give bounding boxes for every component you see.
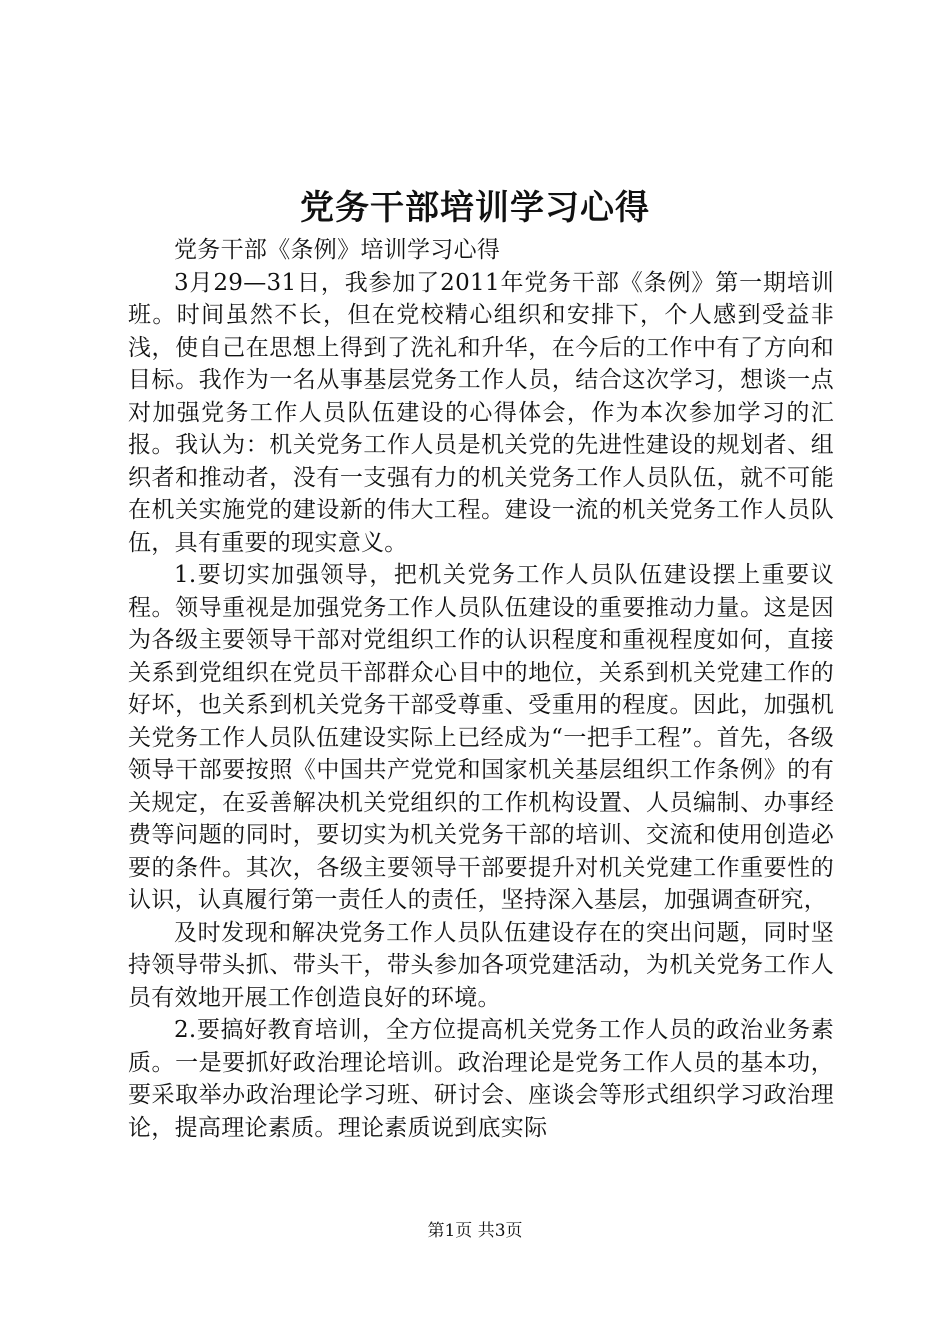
document-title: 党务干部培训学习心得 [300,188,650,228]
page-number-footer: 第1页 共3页 [427,1221,523,1241]
intro-paragraph: 3月29—31日，我参加了2011年党务干部《条例》第一期培训班。时间虽然不长，但在党校精心组织和安排下，个人感到受益非浅，使自己在思想上得到了洗礼和升华，在今后的工作中有了方向和目标。我作为一名从事基层党务工作人员，结合这次学习，想谈一点对加强党务工作人员队伍建设的心得体会，作为本次参加学习的汇报。我认为：机关党务工作人员是机关党的先进性建设的规划者、组织者和推动者，没有一支强有力的机关党务工作人员队伍，就不可能在机关实施党的建设新的伟大工程。建设一流的机关党务工作人员队伍，具有重要的现实意义。 [128,269,834,556]
section-1-continued-paragraph: 及时发现和解决党务工作人员队伍建设存在的突出问题，同时坚持领导带头抓、带头干，带头参加各项党建活动，为机关党务工作人员有效地开展工作创造良好的环境。 [128,919,834,1011]
subtitle-paragraph: 党务干部《条例》培训学习心得 [174,237,501,263]
section-2-paragraph: 2.要搞好教育培训，全方位提高机关党务工作人员的政治业务素质。一是要抓好政治理论培训。政治理论是党务工作人员的基本功，要采取举办政治理论学习班、研讨会、座谈会等形式组织学习政治理论，提高理论素质。理论素质说到底实际 [128,1017,834,1141]
section-1-paragraph: 1.要切实加强领导，把机关党务工作人员队伍建设摆上重要议程。领导重视是加强党务工作人员队伍建设的重要推动力量。这是因为各级主要领导干部对党组织工作的认识程度和重视程度如何，直接关系到党组织在党员干部群众心目中的地位，关系到机关党建工作的好坏，也关系到机关党务干部受尊重、受重用的程度。因此，加强机关党务工作人员队伍建设实际上已经成为“一把手工程”。首先，各级领导干部要按照《中国共产党党和国家机关基层组织工作条例》的有关规定，在妥善解决机关党组织的工作机构设置、人员编制、办事经费等问题的同时，要切实为机关党务干部的培训、交流和使用创造必要的条件。其次，各级主要领导干部要提升对机关党建工作重要性的认识，认真履行第一责任人的责任，坚持深入基层，加强调查研究， [128,562,834,913]
document-body [128,234,834,1144]
